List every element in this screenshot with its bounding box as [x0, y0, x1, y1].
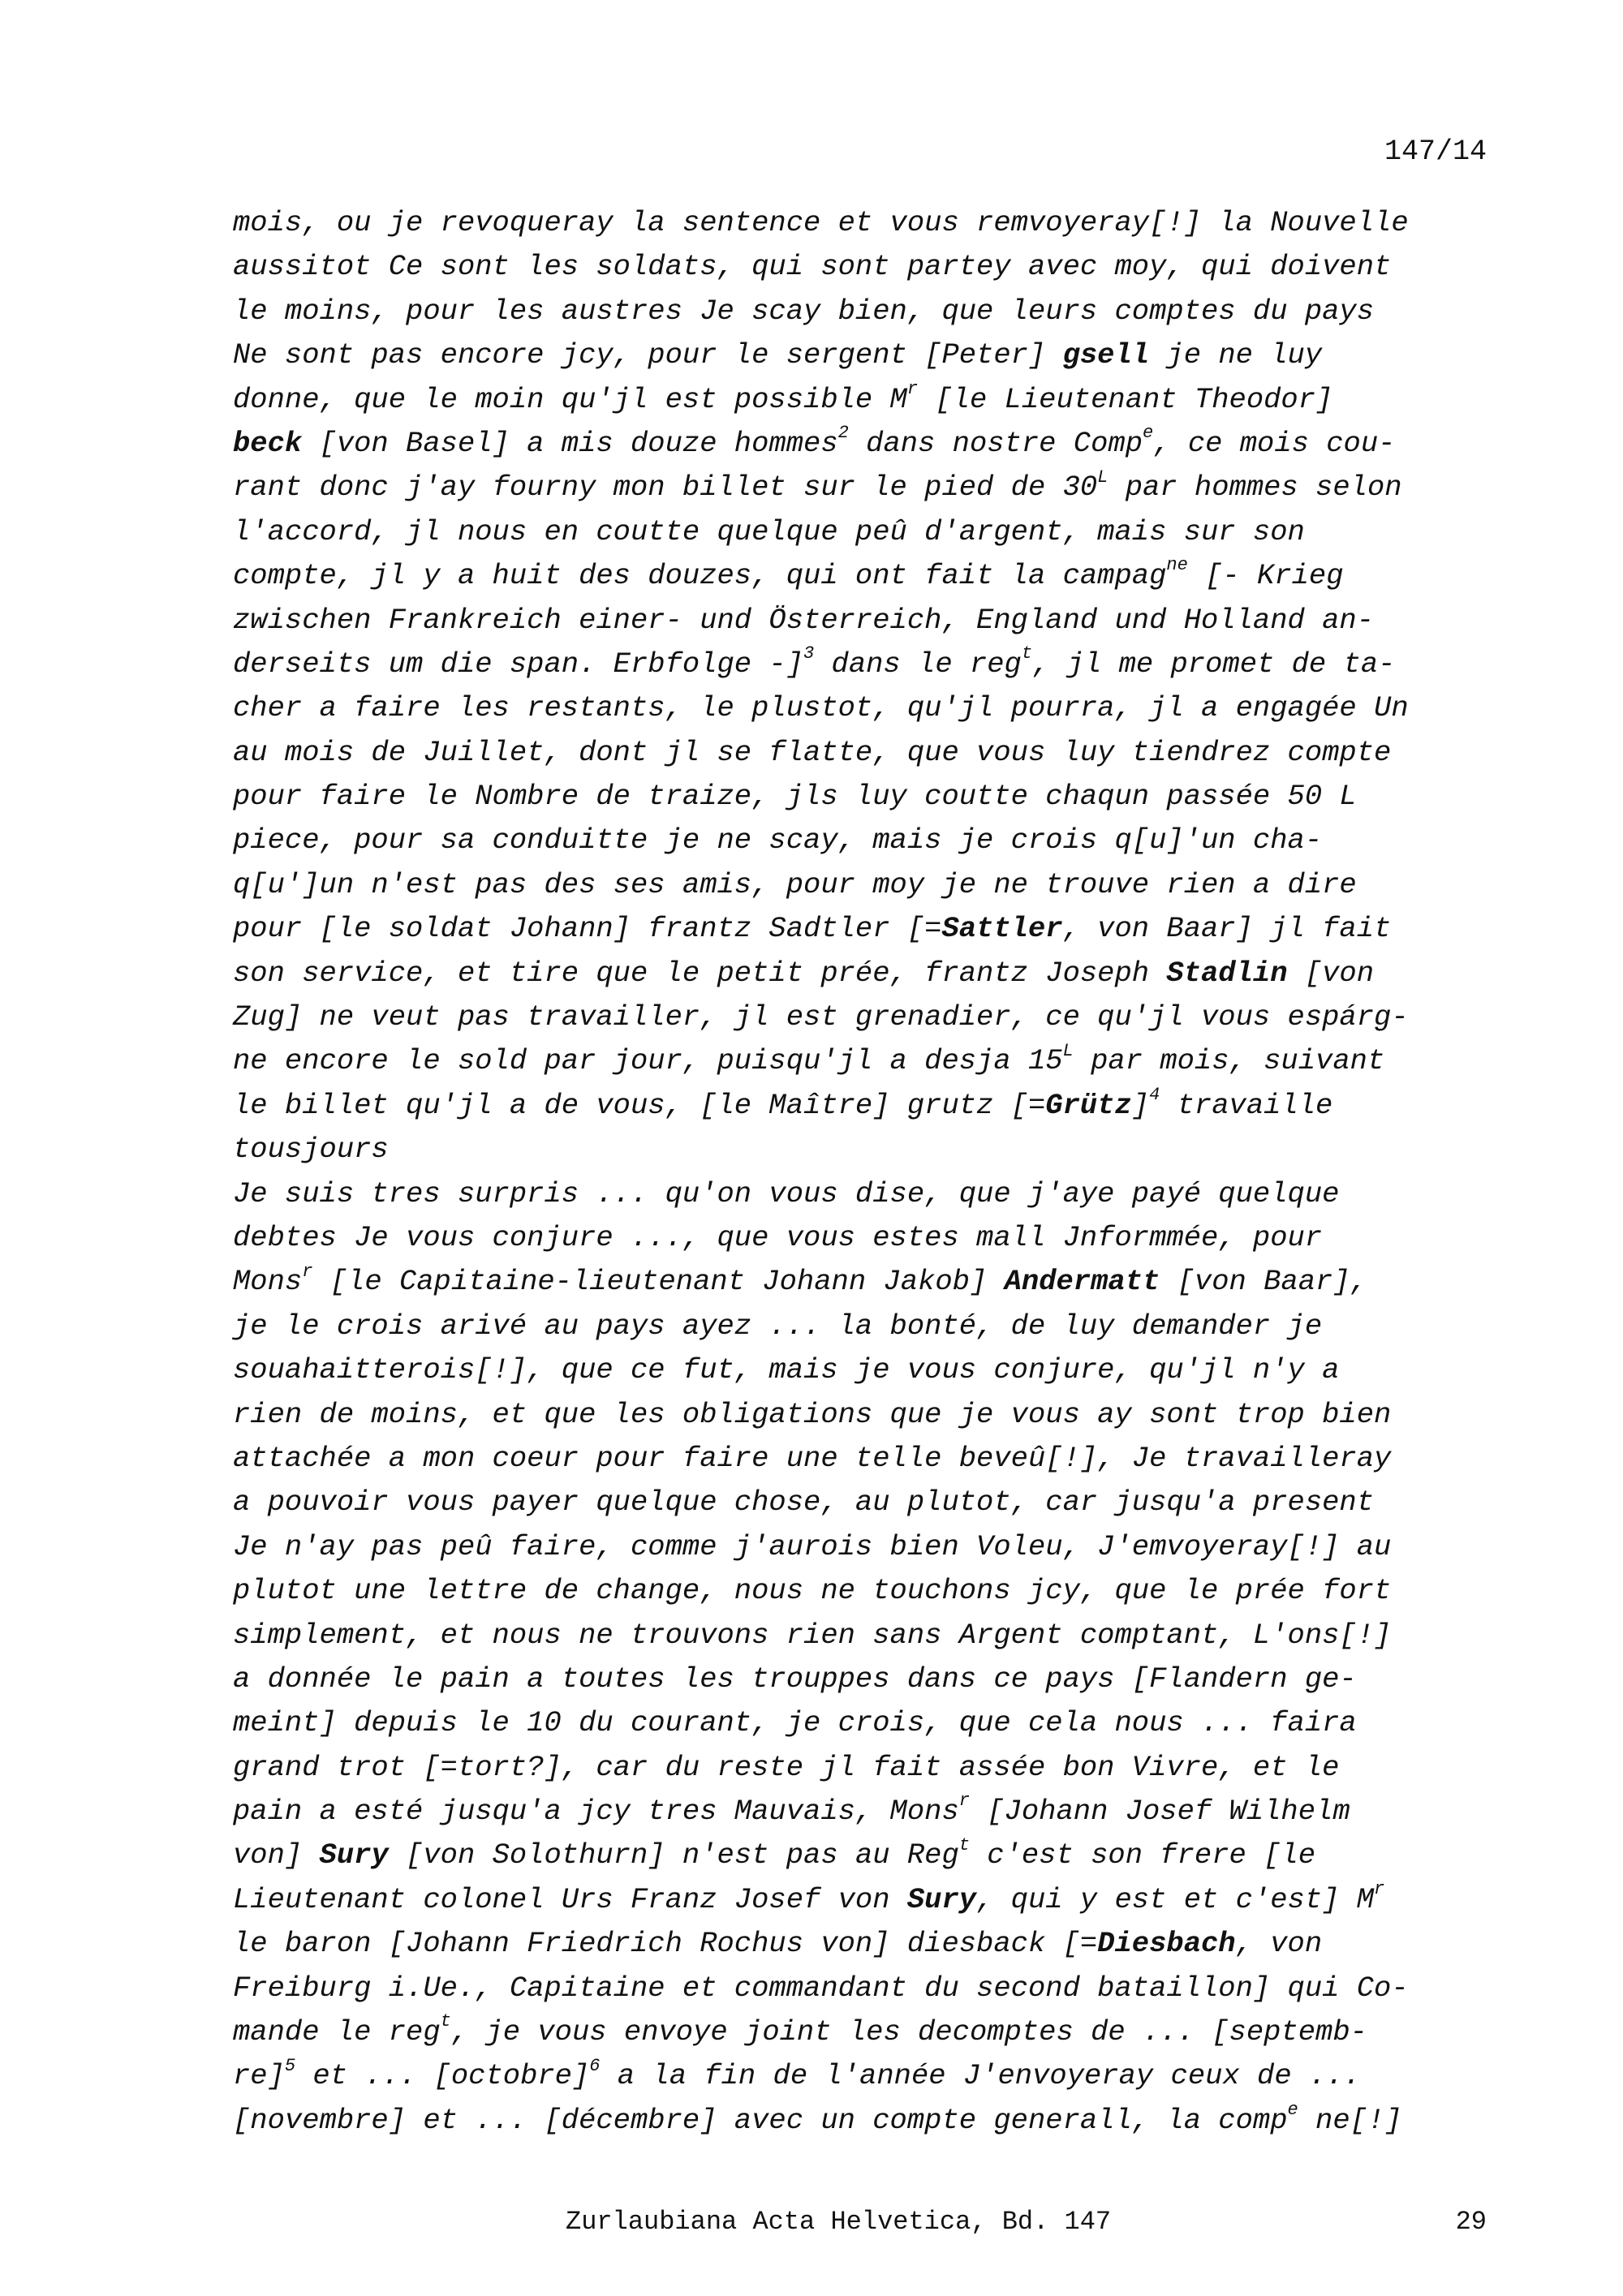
- text-line: [233, 995, 1515, 1039]
- text-segment: dans le reg: [814, 647, 1022, 681]
- text-segment: debtes Je vous conjure ..., que vous estes mall Jnformmée, pour: [233, 1220, 1323, 1254]
- superscript: r: [1374, 1879, 1385, 1900]
- text-line: [233, 1437, 1515, 1481]
- text-segment: meint] depuis le 10 du courant, je crois, que cela nous ... faira: [233, 1706, 1357, 1740]
- text-segment: donne, que le moin qu'jl est possible M: [233, 382, 907, 416]
- text-line: [233, 1481, 1515, 1524]
- text-segment: je le crois arivé au pays ayez ... la bonté, de luy demander je: [233, 1309, 1323, 1343]
- text-segment: [von Basel] a mis douze hommes: [302, 426, 838, 460]
- text-segment: cher a faire les restants, le plustot, qu'jl pourra, jl a engagée Un: [233, 691, 1409, 725]
- text-segment: Mons: [233, 1265, 303, 1299]
- text-line: [233, 466, 1515, 510]
- bold-name: Stadlin: [1166, 956, 1288, 990]
- text-segment: le baron [Johann Friedrich Rochus von] diesback [=: [233, 1927, 1098, 1961]
- text-line: [233, 2099, 1515, 2143]
- superscript: 6: [589, 2055, 601, 2076]
- text-segment: dans nostre Comp: [848, 426, 1143, 460]
- text-segment: rien de moins, et que les obligations que je vous ay sont trop bien: [233, 1397, 1392, 1431]
- text-segment: son service, et tire que le petit prée, frantz Joseph: [233, 956, 1167, 990]
- text-segment: souahaitterois[!], que ce fut, mais je vous conjure, qu'jl n'y a: [233, 1353, 1340, 1387]
- text-line: [233, 1834, 1515, 1877]
- text-segment: [novembre] et ... [décembre] avec un compte generall, la comp: [233, 2103, 1288, 2137]
- text-line: [233, 1658, 1515, 1701]
- text-line: [233, 863, 1515, 907]
- text-line: [233, 554, 1515, 598]
- superscript: 3: [803, 643, 815, 664]
- text-line: [233, 1260, 1515, 1304]
- text-line: [233, 2010, 1515, 2054]
- text-segment: [von Baar],: [1160, 1265, 1367, 1299]
- text-segment: Je suis tres surpris ... qu'on vous dise, que j'aye payé quelque: [233, 1176, 1340, 1210]
- page-reference: 147/14: [1384, 135, 1487, 168]
- text-segment: par mois, suivant: [1073, 1044, 1385, 1078]
- text-segment: ne encore le sold par jour, puisqu'jl a desja 15: [233, 1044, 1063, 1078]
- bold-name: Andermatt: [1004, 1265, 1160, 1299]
- text-segment: re]: [233, 2059, 285, 2093]
- text-line: [233, 643, 1515, 686]
- text-line: [233, 510, 1515, 554]
- text-line: [233, 1525, 1515, 1569]
- superscript: L: [1097, 467, 1109, 488]
- superscript: ne: [1166, 555, 1188, 576]
- text-segment: piece, pour sa conduitte je ne scay, mais je crois q[u]'un cha-: [233, 823, 1323, 858]
- text-segment: q[u']un n'est pas des ses amis, pour moy je ne trouve rien a dire: [233, 867, 1357, 901]
- text-segment: aussitot Ce sont les soldats, qui sont partey avec moy, qui doivent: [233, 250, 1392, 284]
- text-line: [233, 1039, 1515, 1083]
- superscript: r: [958, 1791, 970, 1812]
- text-segment: ne[!]: [1298, 2103, 1402, 2137]
- text-line: [233, 333, 1515, 377]
- text-segment: zwischen Frankreich einer- und Österreich, England und Holland an-: [233, 603, 1375, 637]
- text-segment: Ne sont pas encore jcy, pour le sergent [Peter]: [233, 338, 1063, 372]
- letter-body-text: [233, 201, 1515, 2143]
- text-line: [233, 1790, 1515, 1834]
- bold-name: Sury: [319, 1838, 389, 1872]
- text-segment: rant donc j'ay fourny mon billet sur le pied de 30: [233, 471, 1098, 505]
- superscript: 2: [837, 423, 849, 444]
- superscript: 5: [284, 2055, 296, 2076]
- text-segment: attachée a mon coeur pour faire une telle beveû[!], Je travailleray: [233, 1441, 1392, 1475]
- text-segment: c'est son frere [le: [969, 1838, 1316, 1872]
- superscript: r: [906, 378, 919, 399]
- text-line: [233, 1084, 1515, 1128]
- text-segment: [von: [1287, 956, 1375, 990]
- text-segment: von]: [233, 1838, 320, 1872]
- text-segment: grand trot [=tort?], car du reste jl fait assée bon Vivre, et le: [233, 1750, 1340, 1784]
- text-line: [233, 1614, 1515, 1658]
- text-segment: le billet qu'jl a de vous, [le Maître] grutz [=: [233, 1088, 1046, 1122]
- text-segment: , qui y est et c'est] M: [976, 1882, 1375, 1916]
- text-segment: le moins, pour les austres Je scay bien, que leurs comptes du pays: [233, 294, 1375, 328]
- text-line: [233, 1348, 1515, 1392]
- text-line: [233, 775, 1515, 819]
- superscript: e: [1143, 423, 1154, 444]
- text-segment: compte, jl y a huit des douzes, qui ont fait la campag: [233, 559, 1167, 593]
- text-line: [233, 378, 1515, 422]
- text-segment: mande le reg: [233, 2015, 441, 2049]
- text-segment: Je n'ay pas peû faire, comme j'aurois bien Voleu, J'emvoyeray[!] au: [233, 1529, 1392, 1563]
- text-segment: pour faire le Nombre de traize, jls luy coutte chaqun passée 50 L: [233, 780, 1357, 814]
- text-segment: simplement, et nous ne trouvons rien sans Argent comptant, L'ons[!]: [233, 1618, 1392, 1652]
- text-segment: je ne luy: [1149, 338, 1323, 372]
- text-line: [233, 1922, 1515, 1966]
- text-line: [233, 290, 1515, 333]
- bold-name: gsell: [1062, 338, 1150, 372]
- text-segment: , von Baar] jl fait: [1062, 912, 1392, 946]
- bold-name: Diesbach: [1097, 1927, 1236, 1961]
- text-segment: a la fin de l'année J'envoyeray ceux de ...: [600, 2059, 1361, 2093]
- text-segment: a donnée le pain a toutes les trouppes dans ce pays [Flandern ge-: [233, 1662, 1357, 1696]
- text-segment: pour [le soldat Johann] frantz Sadtler [=: [233, 912, 942, 946]
- bold-name: beck: [233, 426, 303, 460]
- text-segment: au mois de Juillet, dont jl se flatte, que vous luy tiendrez compte: [233, 735, 1392, 769]
- text-line: [233, 201, 1515, 245]
- text-segment: Freiburg i.Ue., Capitaine et commandant du second bataillon] qui Co-: [233, 1971, 1409, 2005]
- text-segment: mois, ou je revoqueray la sentence et vous remvoyeray[!] la Nouvelle: [233, 206, 1409, 239]
- superscript: t: [440, 2011, 451, 2032]
- text-segment: [le Capitaine-lieutenant Johann Jakob]: [312, 1265, 1005, 1299]
- text-segment: , je vous envoye joint les decomptes de ... [septemb-: [450, 2015, 1367, 2049]
- text-segment: travaille: [1160, 1088, 1333, 1122]
- text-line: [233, 1128, 1515, 1172]
- text-segment: Lieutenant colonel Urs Franz Josef von: [233, 1882, 907, 1916]
- text-line: [233, 1701, 1515, 1745]
- text-line: [233, 1393, 1515, 1437]
- superscript: L: [1062, 1040, 1074, 1061]
- text-line: [233, 731, 1515, 775]
- bold-name: Grütz: [1045, 1088, 1132, 1122]
- text-segment: Zug] ne veut pas travailler, jl est grenadier, ce qu'jl vous espárg-: [233, 1000, 1409, 1034]
- text-segment: [- Krieg: [1187, 559, 1344, 593]
- text-line: [233, 952, 1515, 995]
- text-line: [233, 599, 1515, 643]
- footer-title: Zurlaubiana Acta Helvetica, Bd. 147: [566, 2207, 1112, 2237]
- text-line: [233, 819, 1515, 862]
- text-line: [233, 686, 1515, 730]
- text-line: [233, 1878, 1515, 1922]
- text-line: [233, 907, 1515, 951]
- superscript: t: [1021, 643, 1033, 664]
- text-line: [233, 1216, 1515, 1260]
- text-segment: pain a esté jusqu'a jcy tres Mauvais, Mons: [233, 1795, 959, 1829]
- text-line: [233, 2054, 1515, 2098]
- text-segment: plutot une lettre de change, nous ne touchons jcy, que le prée fort: [233, 1574, 1392, 1608]
- text-line: [233, 1569, 1515, 1613]
- footer-page-number: 29: [1455, 2207, 1487, 2237]
- text-line: [233, 1967, 1515, 2010]
- text-segment: [Johann Josef Wilhelm: [969, 1795, 1350, 1829]
- text-segment: [le Lieutenant Theodor]: [918, 382, 1333, 416]
- text-segment: , jl me promet de ta-: [1032, 647, 1396, 681]
- superscript: t: [958, 1834, 970, 1855]
- text-line: [233, 245, 1515, 289]
- superscript: r: [302, 1261, 313, 1282]
- text-segment: tousjours: [233, 1133, 389, 1167]
- text-line: [233, 1746, 1515, 1790]
- text-segment: [von Solothurn] n'est pas au Reg: [388, 1838, 959, 1872]
- bold-name: Sattler: [941, 912, 1063, 946]
- superscript: 4: [1149, 1084, 1160, 1105]
- text-segment: a pouvoir vous payer quelque chose, au plutot, car jusqu'a present: [233, 1486, 1375, 1520]
- text-segment: l'accord, jl nous en coutte quelque peû d'argent, mais sur son: [233, 514, 1305, 548]
- text-segment: , ce mois cou-: [1153, 426, 1396, 460]
- text-segment: et ... [octobre]: [295, 2059, 590, 2093]
- text-segment: par hommes selon: [1108, 471, 1402, 505]
- text-line: [233, 1305, 1515, 1348]
- text-segment: ]: [1131, 1088, 1150, 1122]
- text-segment: , von: [1235, 1927, 1323, 1961]
- bold-name: Sury: [906, 1882, 977, 1916]
- text-segment: derseits um die span. Erbfolge -]: [233, 647, 804, 681]
- superscript: e: [1287, 2099, 1298, 2120]
- text-line: [233, 422, 1515, 466]
- text-line: [233, 1172, 1515, 1216]
